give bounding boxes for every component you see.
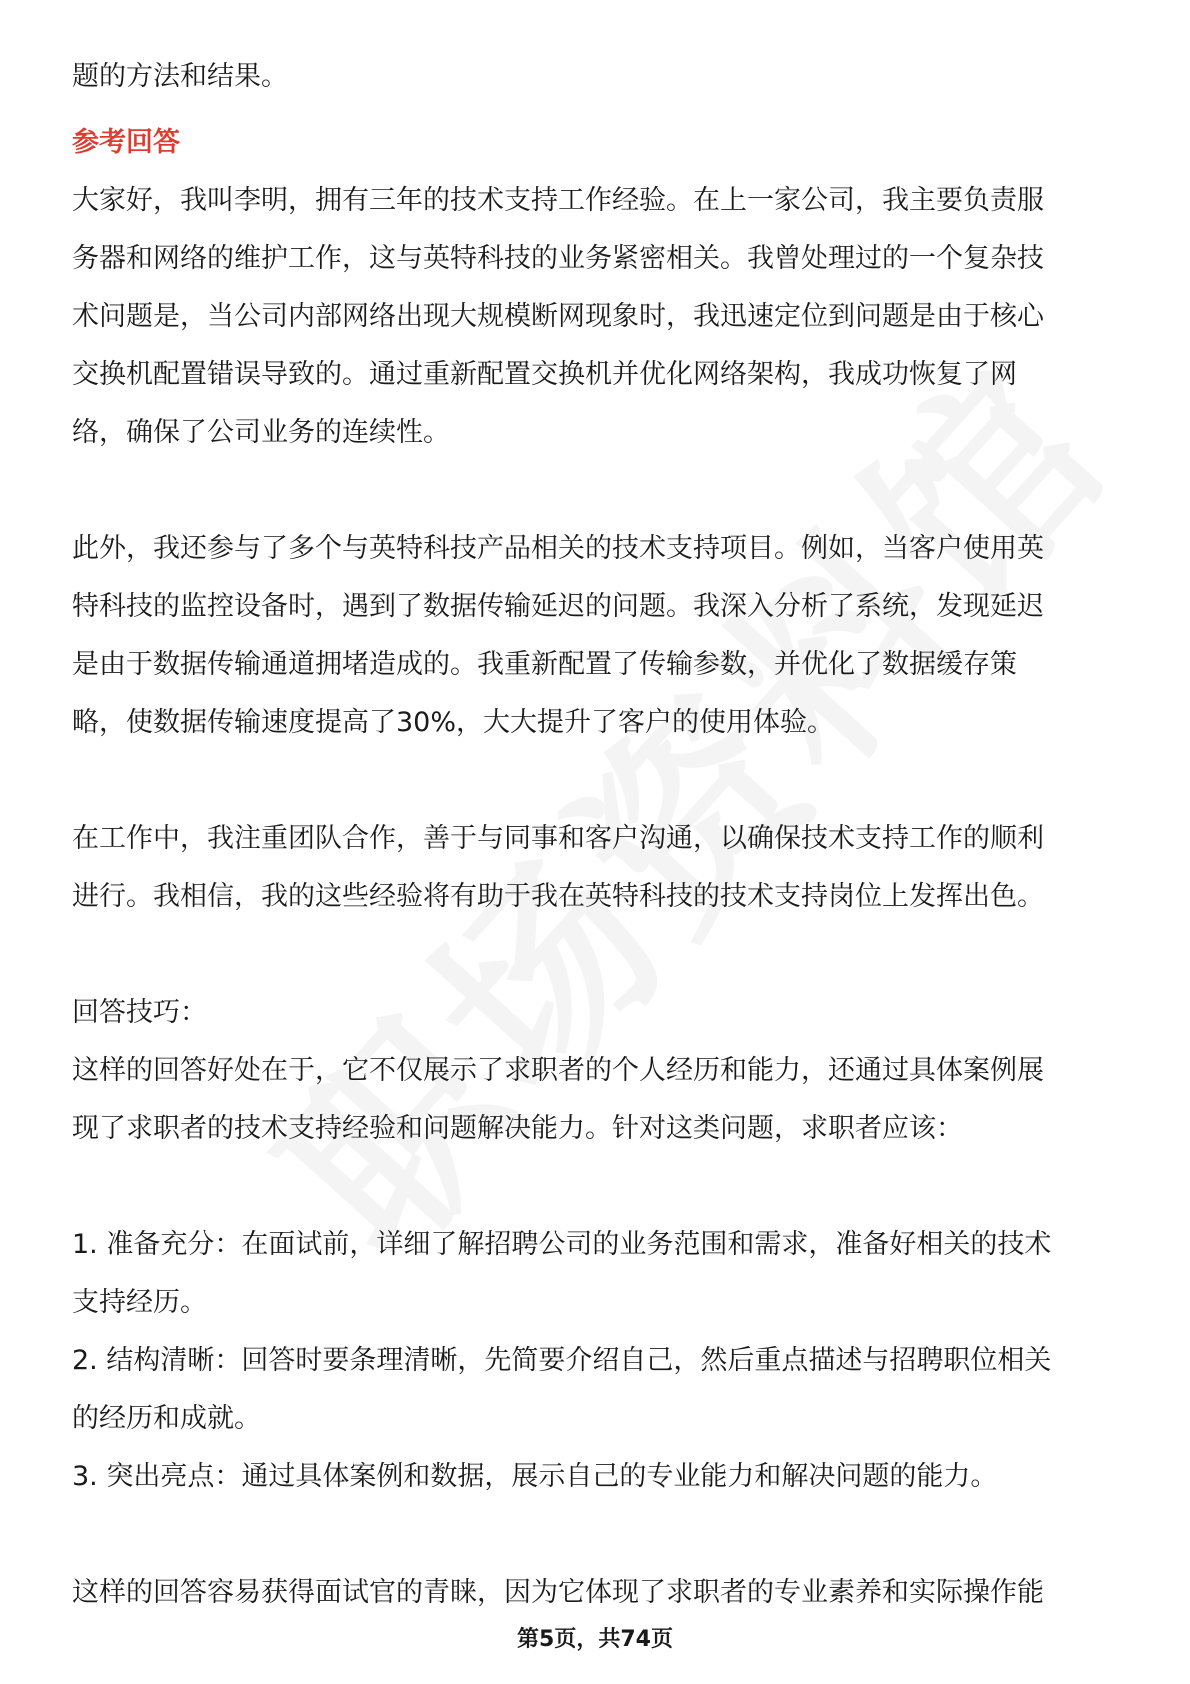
paragraph-3 bbox=[72, 810, 1120, 926]
closing-line: 这样的回答容易获得面试官的青睐，因为它体现了求职者的专业素养和实际操作能 bbox=[72, 1577, 1044, 1608]
page-number: 第5页，共74页 bbox=[517, 1627, 673, 1652]
spacer bbox=[72, 926, 1120, 984]
spacer bbox=[72, 1158, 1120, 1216]
page-content bbox=[72, 48, 1120, 1622]
list-item bbox=[72, 1448, 1120, 1506]
paragraph-line: 是由于数据传输通道拥堵造成的。我重新配置了传输参数，并优化了数据缓存策 bbox=[72, 649, 1017, 680]
list-item-line: 2. 结构清晰：回答时要条理清晰，先简要介绍自己，然后重点描述与招聘职位相关 bbox=[72, 1345, 1052, 1376]
tips-intro bbox=[72, 1042, 1120, 1158]
list-item-line: 3. 突出亮点：通过具体案例和数据，展示自己的专业能力和解决问题的能力。 bbox=[72, 1461, 998, 1492]
tips-list bbox=[72, 1216, 1120, 1506]
paragraph-line: 略，使数据传输速度提高了30%，大大提升了客户的使用体验。 bbox=[72, 707, 835, 738]
paragraph-line: 在工作中，我注重团队合作，善于与同事和客户沟通，以确保技术支持工作的顺利 bbox=[72, 823, 1044, 854]
reference-answer-heading: 参考回答 bbox=[72, 127, 180, 158]
paragraph-line: 交换机配置错误导致的。通过重新配置交换机并优化网络架构，我成功恢复了网 bbox=[72, 359, 1017, 390]
spacer bbox=[72, 462, 1120, 520]
paragraph-line: 现了求职者的技术支持经验和问题解决能力。针对这类问题，求职者应该： bbox=[72, 1113, 963, 1144]
list-item-line: 1. 准备充分：在面试前，详细了解招聘公司的业务范围和需求，准备好相关的技术 bbox=[72, 1229, 1052, 1260]
list-item-line: 支持经历。 bbox=[72, 1287, 207, 1318]
paragraph-2 bbox=[72, 520, 1120, 752]
paragraph-line: 务器和网络的维护工作，这与英特科技的业务紧密相关。我曾处理过的一个复杂技 bbox=[72, 243, 1044, 274]
paragraph-line: 术问题是，当公司内部网络出现大规模断网现象时，我迅速定位到问题是由于核心 bbox=[72, 301, 1044, 332]
list-item-line: 的经历和成就。 bbox=[72, 1403, 261, 1434]
paragraph-line: 络，确保了公司业务的连续性。 bbox=[72, 417, 450, 448]
tips-heading: 回答技巧： bbox=[72, 997, 207, 1028]
spacer bbox=[72, 1506, 1120, 1564]
intro-tail: 题的方法和结果。 bbox=[72, 61, 288, 92]
paragraph-line: 大家好，我叫李明，拥有三年的技术支持工作经验。在上一家公司，我主要负责服 bbox=[72, 185, 1044, 216]
paragraph-1 bbox=[72, 172, 1120, 462]
list-item bbox=[72, 1216, 1120, 1332]
list-item bbox=[72, 1332, 1120, 1448]
paragraph-line: 进行。我相信，我的这些经验将有助于我在英特科技的技术支持岗位上发挥出色。 bbox=[72, 881, 1044, 912]
paragraph-line: 这样的回答好处在于，它不仅展示了求职者的个人经历和能力，还通过具体案例展 bbox=[72, 1055, 1044, 1086]
paragraph-line: 此外，我还参与了多个与英特科技产品相关的技术支持项目。例如，当客户使用英 bbox=[72, 533, 1044, 564]
spacer bbox=[72, 752, 1120, 810]
paragraph-line: 特科技的监控设备时，遇到了数据传输延迟的问题。我深入分析了系统，发现延迟 bbox=[72, 591, 1044, 622]
